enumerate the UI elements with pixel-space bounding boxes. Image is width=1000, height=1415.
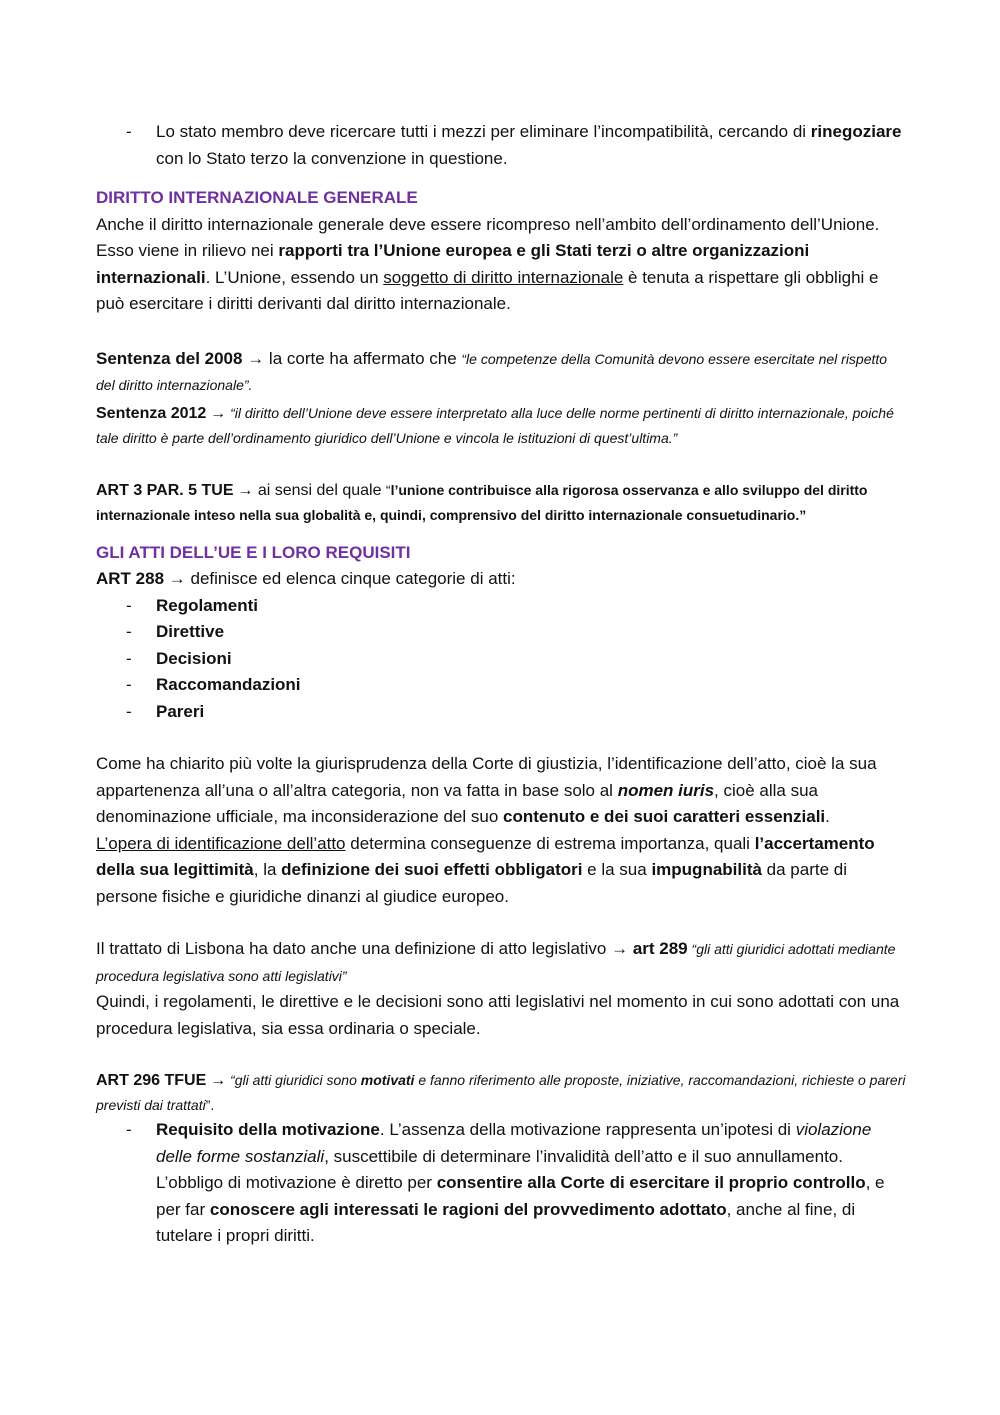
bullet-renegotiate: - Lo stato membro deve ricercare tutti i mezzi per eliminare l’incompatibilità, cercando di rinegoziare con lo Stato terzo la convenzione in questione.	[96, 119, 908, 172]
art-3-tue: ART 3 PAR. 5 TUE → ai sensi del quale “l’unione contribuisce alla rigorosa osservanza e allo sviluppo del diritto internazionale inteso nella sua globalità e, quindi, comprensivo del diritto internazionale consuetudinario.”	[96, 481, 868, 523]
ruling-2012: Sentenza 2012 → “il diritto dell’Unione deve essere interpretato alla luce delle norme pertinenti di diritto internazionale, poiché tale diritto è parte dell’ordinamento giuridico dell’Unione e vincola le istituzioni di quest’ultima.”	[96, 404, 894, 446]
paragraph-consequences: L’opera di identificazione dell’atto determina conseguenze di estrema importanza, quali l’accertamento della sua legittimità, la definizione dei suoi effetti obbligatori e la sua impugnabilità da parte di persone fisiche e giuridiche dinanzi al giudice europeo.	[96, 833, 875, 906]
bullet-motivation-requirement: - Requisito della motivazione. L’assenza della motivazione rappresenta un’ipotesi di violazione delle forme sostanziali, suscettibile di determinare l’invalidità dell’atto e il suo annullamento. L’obbligo di motivazione è diretto per consentire alla Corte di esercitare il proprio controllo, e per far conoscere agli interessati le ragioni del provvedimento adottato, anche al fine, di tutelare i propri diritti.	[96, 1117, 908, 1250]
heading-general-international-law: DIRITTO INTERNAZIONALE GENERALE	[96, 188, 418, 207]
art-296-tfue: ART 296 TFUE → “gli atti giuridici sono motivati e fanno riferimento alle proposte, iniziative, raccomandazioni, richieste o pareri previsti dai trattati”.	[96, 1072, 906, 1113]
act-item: - Raccomandazioni	[96, 672, 908, 699]
document-body	[96, 119, 908, 1250]
act-item: - Decisioni	[96, 646, 908, 673]
paragraph-identification: Come ha chiarito più volte la giurisprudenza della Corte di giustizia, l’identificazione dell’atto, cioè la sua appartenenza all’una o all’altra categoria, non va fatta in base solo al nomen iuris, cioè alla sua denominazione ufficiale, ma inconsiderazione del suo contenuto e dei suoi caratteri essenziali.	[96, 754, 877, 826]
heading-eu-acts: GLI ATTI DELL’UE E I LORO REQUISITI	[96, 542, 411, 562]
paragraph-legislative-act: Il trattato di Lisbona ha dato anche una definizione di atto legislativo → art 289 “gli atti giuridici adottati mediante procedura legislativa sono atti legislativi”	[96, 939, 896, 984]
paragraph-legislative-procedure: Quindi, i regolamenti, le direttive e le decisioni sono atti legislativi nel momento in cui sono adottati con una procedura legislativa, sia essa ordinaria o speciale.	[96, 992, 900, 1038]
paragraph-general-international-law: Anche il diritto internazionale generale deve essere ricompreso nell’ambito dell’ordinamento dell’Unione. Esso viene in rilievo nei rapporti tra l’Unione europea e gli Stati terzi o altre organizzazioni internazionali. L’Unione, essendo un soggetto di diritto internazionale è tenuta a rispettare gli obblighi e può esercitare i diritti derivanti dal diritto internazionale.	[96, 214, 880, 313]
act-item: - Direttive	[96, 619, 908, 646]
act-item: - Pareri	[96, 699, 908, 726]
art-288: ART 288 → definisce ed elenca cinque categorie di atti:	[96, 569, 516, 588]
ruling-2008: Sentenza del 2008 → la corte ha affermato che “le competenze della Comunità devono essere esercitate nel rispetto del diritto internazionale”.	[96, 348, 888, 393]
act-item: - Regolamenti	[96, 593, 908, 620]
